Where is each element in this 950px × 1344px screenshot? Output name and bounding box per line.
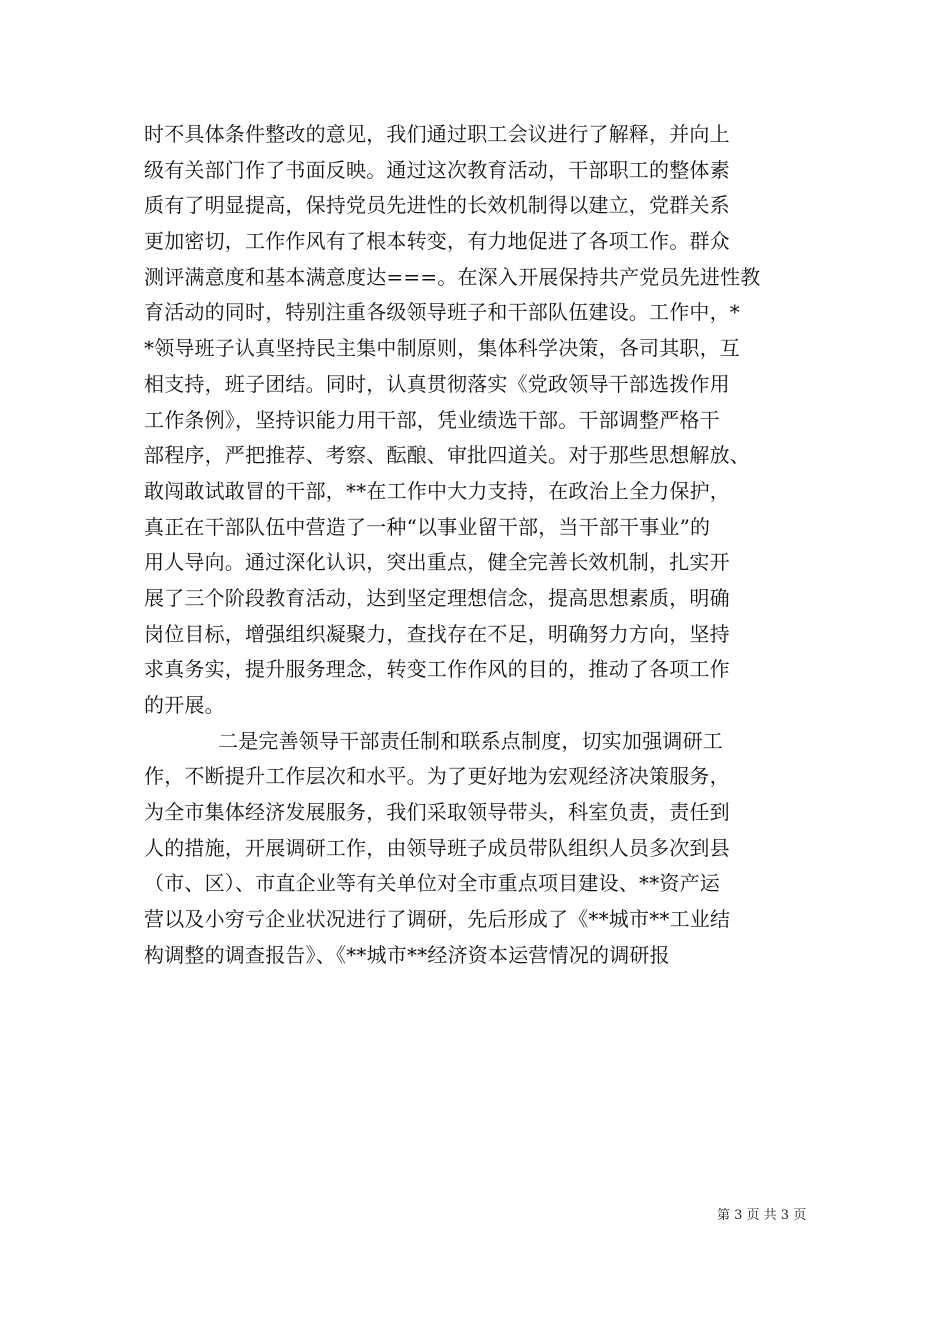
text-line: 展了三个阶段教育活动，达到坚定理想信念，提高思想素质，明确 [144,585,730,610]
text-line: 敢闯敢试敢冒的干部，**在工作中大力支持，在政治上全力保护， [144,478,730,503]
text-line: 用人导向。通过深化认识，突出重点，健全完善长效机制，扎实开 [144,550,730,575]
text-line: 部程序，严把推荐、考察、酝酿、审批四道关。对于那些思想解放、 [144,443,750,468]
text-line: 构调整的调查报告》、《**城市**经济资本运营情况的调研报 [144,942,670,967]
text-line: 求真务实，提升服务理念，转变工作作风的目的，推动了各项工作 [144,657,730,682]
text-line: *领导班子认真坚持民主集中制原则，集体科学决策，各司其职，互 [144,336,740,361]
text-line: 更加密切，工作作风有了根本转变，有力地促进了各项工作。群众 [144,229,730,254]
text-line: 级有关部门作了书面反映。通过这次教育活动，干部职工的整体素 [144,157,730,182]
page-number-footer: 第 3 页 共 3 页 [717,1208,807,1223]
document-body [144,117,824,974]
text-line: 作，不断提升工作层次和水平。为了更好地为宏观经济决策服务， [144,764,730,789]
text-line: （市、区）、市直企业等有关单位对全市重点项目建设、**资产运 [144,871,720,896]
text-line: 质有了明显提高，保持党员先进性的长效机制得以建立，党群关系 [144,193,730,218]
text-line: 营以及小穷亏企业状况进行了调研，先后形成了《**城市**工业结 [144,907,731,932]
text-line: 相支持，班子团结。同时，认真贯彻落实《党政领导干部选拨作用 [144,371,730,396]
text-line: 人的措施，开展调研工作，由领导班子成员带队组织人员多次到县 [144,835,730,860]
text-line: 岗位目标，增强组织凝聚力，查找存在不足，明确努力方向，坚持 [144,621,730,646]
paragraph-first-line: 二是完善领导干部责任制和联系点制度，切实加强调研工 [218,728,723,753]
text-line: 时不具体条件整改的意见，我们通过职工会议进行了解释，并向上 [144,122,730,146]
text-line: 工作条例》，坚持识能力用干部，凭业绩选干部。干部调整严格干 [144,407,720,432]
text-line: 为全市集体经济发展服务，我们采取领导带头，科室负责，责任到 [144,800,730,825]
text-line: 育活动的同时，特别注重各级领导班子和干部队伍建设。工作中，* [144,300,740,325]
text-line: 真正在干部队伍中营造了一种“以事业留干部，当干部干事业”的 [144,514,711,539]
text-line: 测评满意度和基本满意度达===。在深入开展保持共产党员先进性教 [144,264,761,289]
text-line: 的开展。 [144,693,225,717]
